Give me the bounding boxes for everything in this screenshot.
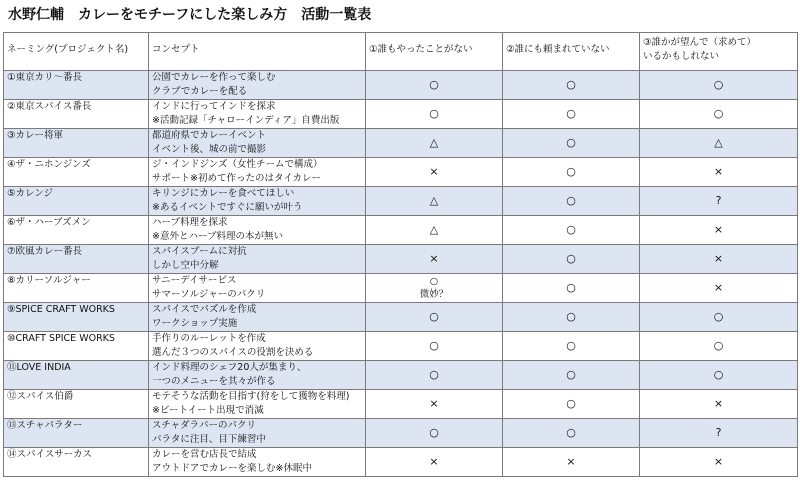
project-name-cell: ⑦欧風カレー番長 (4, 245, 149, 274)
table-row (4, 419, 798, 448)
someone-wants-mark: × (640, 390, 798, 419)
table-row (4, 245, 798, 274)
concept-line: パラタに注目、目下練習中 (152, 434, 266, 445)
not-asked-mark: ○ (503, 216, 640, 245)
someone-wants-mark: ? (640, 187, 798, 216)
not-asked-mark: ○ (503, 158, 640, 187)
concept-line: インドに行ってインドを探求 (152, 101, 276, 112)
header-concept: コンセプト (149, 33, 366, 71)
nobody-done-mark: △ (366, 129, 503, 158)
someone-wants-mark: × (640, 216, 798, 245)
someone-wants-mark: △ (640, 129, 798, 158)
concept-line: スパイスブームに対抗 (152, 246, 247, 257)
project-name-cell: ⑥ザ・ハーブズメン (4, 216, 149, 245)
nobody-done-mark: × (366, 390, 503, 419)
someone-wants-mark: × (640, 245, 798, 274)
nobody-done-mark: △ (366, 187, 503, 216)
not-asked-mark: ○ (503, 71, 640, 100)
concept-line: サポート※初めて作ったのはタイカレー (152, 173, 321, 184)
table-row (4, 303, 798, 332)
table-row (4, 332, 798, 361)
nobody-done-mark: ○ (366, 71, 503, 100)
concept-line: アウトドアでカレーを楽しむ※休眠中 (152, 463, 312, 474)
concept-cell (149, 448, 366, 477)
someone-wants-mark: ? (640, 419, 798, 448)
concept-line: インド料理のシェフ20人が集まり、 (152, 362, 307, 373)
someone-wants-mark: × (640, 274, 798, 303)
concept-line: キリンジにカレーを食べてほしい (152, 188, 295, 199)
nobody-done-mark: × (366, 158, 503, 187)
not-asked-mark: ○ (503, 100, 640, 129)
concept-cell (149, 129, 366, 158)
nobody-done-mark: ○ 微妙？ (366, 274, 503, 303)
table-row (4, 361, 798, 390)
nobody-done-mark: ○ (366, 303, 503, 332)
not-asked-mark: ○ (503, 332, 640, 361)
concept-line: ハーブ料理を探求 (152, 217, 228, 228)
concept-line: ※活動記録「チャローインディア」自費出版 (152, 115, 340, 126)
concept-line: イベント後、城の前で撮影 (152, 144, 267, 155)
page-title: 水野仁輔 カレーをモチーフにした楽しみ方 活動一覧表 (8, 7, 372, 23)
concept-cell (149, 187, 366, 216)
not-asked-mark: × (503, 448, 640, 477)
nobody-done-mark: △ (366, 216, 503, 245)
concept-line: しかし空中分解 (152, 260, 219, 271)
concept-line: 公園でカレーを作って楽しむ (152, 72, 276, 83)
someone-wants-mark: ○ (640, 332, 798, 361)
not-asked-mark: ○ (503, 303, 640, 332)
header-nobody-done: ①誰もやったことがない (366, 33, 503, 71)
concept-cell (149, 71, 366, 100)
concept-line: ※意外とハーブ料理の本が無い (152, 231, 283, 242)
project-name-cell: ⑬スチャパラター (4, 419, 149, 448)
concept-cell (149, 361, 366, 390)
header-someone-wants: ③誰かが望んで（求めて） いるかもしれない (640, 33, 798, 71)
table-row (4, 100, 798, 129)
not-asked-mark: ○ (503, 419, 640, 448)
project-name-cell: ⑨SPICE CRAFT WORKS (4, 303, 149, 332)
table-row (4, 187, 798, 216)
concept-line: ※ビートイート出現で消滅 (152, 405, 264, 416)
project-name-cell: ⑭スパイスサーカス (4, 448, 149, 477)
someone-wants-mark: ○ (640, 303, 798, 332)
concept-cell (149, 303, 366, 332)
concept-line: 手作りのルーレットを作成 (152, 333, 266, 344)
table-row (4, 390, 798, 419)
project-name-cell: ⑫スパイス伯爵 (4, 390, 149, 419)
concept-line: ※あるイベントですぐに願いが叶う (152, 202, 303, 213)
nobody-done-mark: ○ (366, 332, 503, 361)
concept-line: スチャダラパーのパクリ (152, 420, 257, 431)
someone-wants-mark: ○ (640, 71, 798, 100)
table-row (4, 274, 798, 303)
nobody-done-mark: × (366, 448, 503, 477)
not-asked-mark: ○ (503, 274, 640, 303)
project-name-cell: ⑩CRAFT SPICE WORKS (4, 332, 149, 361)
someone-wants-mark: ○ (640, 361, 798, 390)
concept-cell (149, 274, 366, 303)
activity-table (3, 32, 798, 477)
concept-line: サマーソルジャーのパクリ (152, 289, 266, 300)
concept-line: スパイスでパズルを作成 (152, 304, 257, 315)
someone-wants-mark: ○ (640, 100, 798, 129)
nobody-done-mark: × (366, 245, 503, 274)
not-asked-mark: ○ (503, 245, 640, 274)
project-name-cell: ②東京スパイス番長 (4, 100, 149, 129)
header-row (4, 33, 798, 71)
concept-line: カレーを営む店長で結成 (152, 449, 257, 460)
concept-line: ジ・インドジンズ（女性チームで構成） (152, 159, 323, 170)
concept-cell (149, 390, 366, 419)
project-name-cell: ⑪LOVE INDIA (4, 361, 149, 390)
table-row (4, 129, 798, 158)
nobody-done-mark: ○ (366, 361, 503, 390)
project-name-cell: ③カレー将軍 (4, 129, 149, 158)
table-row (4, 216, 798, 245)
header-naming: ネーミング(プロジェクト名) (4, 33, 149, 71)
concept-cell (149, 419, 366, 448)
not-asked-mark: ○ (503, 361, 640, 390)
concept-cell (149, 100, 366, 129)
project-name-cell: ⑧カリーソルジャー (4, 274, 149, 303)
project-name-cell: ①東京カリ～番長 (4, 71, 149, 100)
table-row (4, 448, 798, 477)
nobody-done-mark: ○ (366, 100, 503, 129)
concept-line: サニーデイサービス (152, 275, 237, 286)
concept-line: 一つのメニューを其々が作る (152, 376, 276, 387)
project-name-cell: ④ザ・ニホンジンズ (4, 158, 149, 187)
concept-line: クラブでカレーを配る (152, 86, 248, 97)
concept-line: ワークショップ実施 (152, 318, 238, 329)
someone-wants-mark: × (640, 448, 798, 477)
not-asked-mark: ○ (503, 390, 640, 419)
not-asked-mark: ○ (503, 187, 640, 216)
someone-wants-mark: × (640, 158, 798, 187)
concept-line: モテそうな活動を目指す(狩をして獲物を料理) (152, 391, 350, 402)
table-row (4, 158, 798, 187)
header-not-asked: ②誰にも頼まれていない (503, 33, 640, 71)
concept-cell (149, 158, 366, 187)
nobody-done-mark: ○ (366, 419, 503, 448)
concept-cell (149, 332, 366, 361)
table-row (4, 71, 798, 100)
project-name-cell: ⑤カレンジ (4, 187, 149, 216)
concept-cell (149, 245, 366, 274)
not-asked-mark: ○ (503, 129, 640, 158)
concept-line: 都道府県でカレーイベント (152, 130, 267, 141)
concept-cell (149, 216, 366, 245)
concept-line: 選んだ３つのスパイスの役割を決める (152, 347, 314, 358)
